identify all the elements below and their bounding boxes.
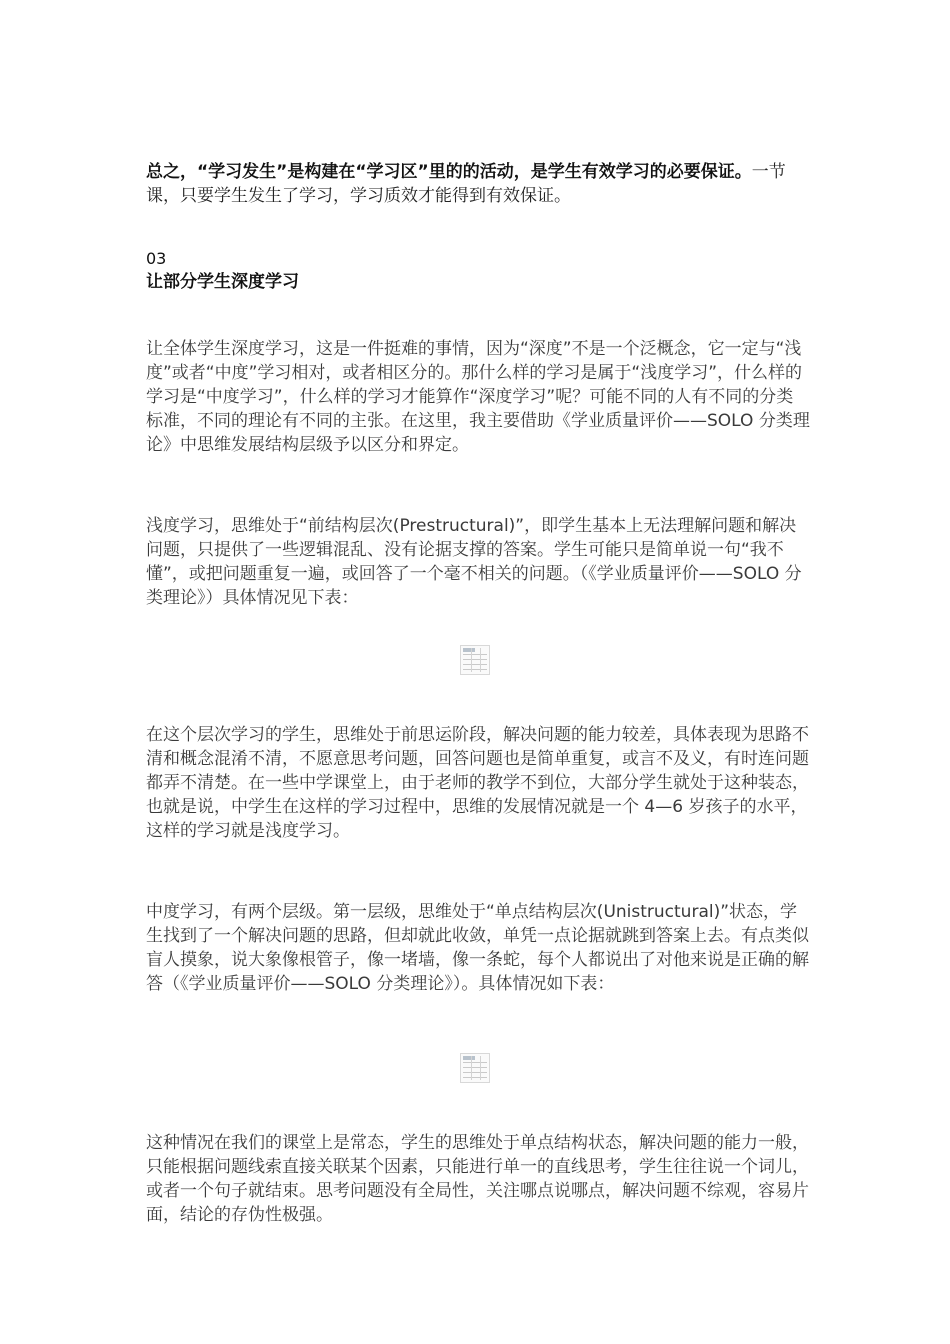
paragraph-shallow-detail: 在这个层次学习的学生，思维处于前思运阶段，解决问题的能力较差，具体表现为思路不清和概念混淆不清，不愿意思考问题，回答问题也是简单重复，或言不及义，有时连问题都弄不清楚。在一些中学课堂上，由于老师的教学不到位，大部分学生就处于这种装态，也就是说，中学生在这样的学习过程中，思维的发展情况就是一个 4—6 岁孩子的水平，这样的学习就是浅度学习。 — [146, 725, 809, 841]
paragraph-medium-learning: 中度学习，有两个层级。第一层级，思维处于“单点结构层次(Unistructural)”状态，学生找到了一个解决问题的思路，但却就此收敛，单凭一点论据就跳到答案上去。有点类似盲人摸象，说大象像根管子，像一堵墙，像一条蛇，每个人都说出了对他来说是正确的解答（《学业质量评价——SOLO 分类理论》）。具体情况如下表： — [146, 902, 809, 994]
intro-bold-text: 总之，“学习发生”是构建在“学习区”里的的活动，是学生有效学习的必要保证。 — [146, 162, 752, 182]
table-image-thumbnail — [460, 1053, 490, 1083]
section-title: 让部分学生深度学习 — [146, 272, 299, 292]
paragraph-intro-depth: 让全体学生深度学习，这是一件挺难的事情，因为“深度”不是一个泛概念，它一定与“浅度”或者“中度”学习相对，或者相区分的。那什么样的学习是属于“浅度学习”，什么样的学习是“中度学习”，什么样的学习才能算作“深度学习”呢？可能不同的人有不同的分类标准，不同的理论有不同的主张。在这里，我主要借助《学业质量评价——SOLO 分类理论》中思维发展结构层级予以区分和界定。 — [146, 339, 810, 455]
section-number: 03 — [146, 249, 167, 268]
paragraph-shallow-learning: 浅度学习，思维处于“前结构层次(Prestructural)”，即学生基本上无法理解问题和解决问题，只提供了一些逻辑混乱、没有论据支撑的答案。学生可能只是简单说一句“我不懂”，或把问题重复一遍，或回答了一个毫不相关的问题。（《学业质量评价——SOLO 分类理论》）具体情况见下表： — [146, 516, 802, 608]
paragraph-medium-detail: 这种情况在我们的课堂上是常态，学生的思维处于单点结构状态，解决问题的能力一般，只能根据问题线索直接关联某个因素，只能进行单一的直线思考，学生往往说一个词儿，或者一个句子就结束。思考问题没有全局性，关注哪点说哪点，解决问题不综观，容易片面，结论的存伪性极强。 — [146, 1133, 809, 1225]
table-image-thumbnail — [460, 645, 490, 675]
intro-paragraph — [146, 160, 810, 208]
intro-rest-text: 一节课，只要学生发生了学习，学习质效才能得到有效保证。 — [146, 162, 786, 206]
